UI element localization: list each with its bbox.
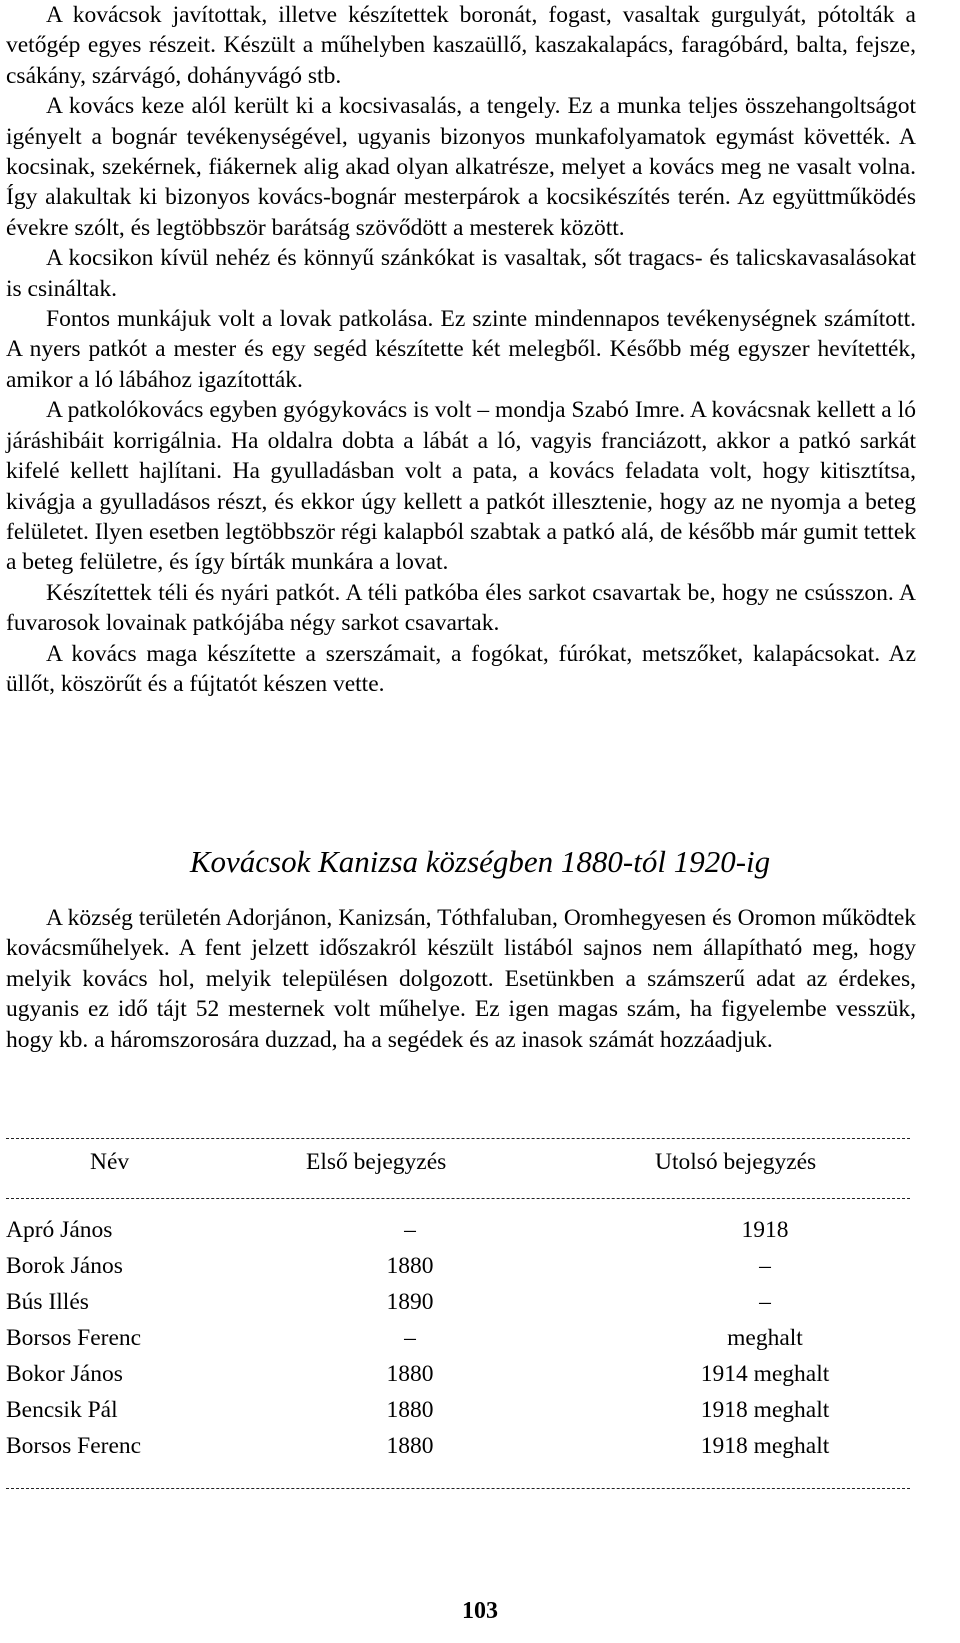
table-top-rule — [6, 1138, 910, 1139]
cell-last-entry: 1918 meghalt — [700, 1433, 830, 1459]
cell-first-entry: – — [404, 1217, 416, 1243]
table-row — [0, 1356, 960, 1392]
paragraph: Fontos munkájuk volt a lovak patkolása. Ez szinte mindennapos tevékenységnek számított. A nyers patkót a mester és egy segéd készítette két melegből. Később még egyszer hevítették, amikor a ló lábához igazították. — [6, 306, 916, 393]
cell-first-entry: 1890 — [386, 1289, 434, 1315]
table-row — [0, 1212, 960, 1248]
paragraph: Készítettek téli és nyári patkót. A téli patkóba éles sarkot csavartak be, hogy ne csússzon. A fuvarosok lovainak patkójába négy sarkot csavartak. — [6, 579, 916, 637]
table-header-rule — [6, 1198, 910, 1199]
table-row — [0, 1428, 960, 1464]
paragraph: A kovács keze alól került ki a kocsivasalás, a tengely. Ez a munka teljes összehangoltságot igényelt a bognár tevékenységével, ugyanis bizonyos munkafolyamatok egymást követték. A kocsinak, szekérnek, fiákernek alig akad olyan alkatrésze, melyet a kovács meg ne vasalt volna. Így alakultak ki bizonyos kovács-bognár mesterpárok a kocsikészítés terén. Az együttműködés évekre szólt, és legtöbbször barátság szövődött a mesterek között. — [6, 93, 916, 241]
cell-last-entry: – — [759, 1289, 771, 1315]
paragraph: A kocsikon kívül nehéz és könnyű szánkókat is vasaltak, sőt tragacs- és talicskavasalásokat is csináltak. — [6, 245, 916, 302]
table-row — [0, 1320, 960, 1356]
cell-name: Bús Illés — [6, 1289, 89, 1315]
cell-last-entry: – — [759, 1253, 771, 1279]
cell-first-entry: 1880 — [386, 1433, 434, 1459]
cell-first-entry: – — [404, 1325, 416, 1351]
cell-name: Apró János — [6, 1217, 113, 1243]
header-last-entry: Utolsó bejegyzés — [655, 1149, 817, 1175]
paragraph: A patkolókovács egyben gyógykovács is volt – mondja Szabó Imre. A kovácsnak kellett a ló járáshibáit korrigálnia. Ha oldalra dobta a lábát a ló, vagyis franciázott, akkor a patkó sarkát kifelé kellett hajlítani. Ha gyulladásban volt a pata, a kovács feladata volt, hogy kitisztítsa, kivágja a gyulladásos részt, és ekkor úgy kellett a patkót illesztenie, hogy az ne nyomja a beteg felületet. Ilyen esetben legtöbbször régi kalapból szabtak a patkó alá, de később már gumit tettek a beteg felületre, és így bírták munkára a lovat. — [6, 397, 916, 576]
section-body-text — [6, 903, 916, 1055]
paragraph: A kovács maga készítette a szerszámait, a fogókat, fúrókat, metszőket, kalapácsokat. Az üllőt, köszörűt és a fújtatót készen vette. — [6, 640, 916, 697]
header-first-entry: Első bejegyzés — [306, 1149, 447, 1175]
paragraph: A kovácsok javítottak, illetve készítettek boronát, fogast, vasaltak gurgulyát, pótolták a vetőgép egyes részeit. Készült a műhelyben kaszaüllő, kaszakalapács, faragóbárd, balta, fejsze, csákány, szárvágó, dohányvágó stb. — [6, 2, 916, 89]
cell-last-entry: 1918 — [741, 1217, 789, 1243]
section-heading: Kovácsok Kanizsa községben 1880-tól 1920-ig — [189, 844, 771, 879]
page-number: 103 — [462, 1598, 498, 1624]
table-row — [0, 1284, 960, 1320]
cell-last-entry: meghalt — [727, 1325, 803, 1351]
cell-name: Borsos Ferenc — [6, 1433, 142, 1459]
cell-last-entry: 1918 meghalt — [700, 1397, 830, 1423]
table-header — [0, 1149, 960, 1183]
header-name: Név — [90, 1149, 130, 1175]
cell-name: Borsos Ferenc — [6, 1325, 142, 1351]
table-body — [0, 1212, 960, 1464]
body-text — [6, 0, 916, 699]
table-row — [0, 1392, 960, 1428]
table-row — [0, 1248, 960, 1284]
cell-first-entry: 1880 — [386, 1361, 434, 1387]
paragraph: A község területén Adorjánon, Kanizsán, Tóthfaluban, Oromhegyesen és Oromon működtek kovácsműhelyek. A fent jelzett időszakról készült listából sajnos nem állapítható meg, hogy melyik kovács hol, melyik településen dolgozott. Esetünkben a számszerű adat az érdekes, ugyanis ez idő tájt 52 mesternek volt műhelye. Ez igen magas szám, ha figyelembe vesszük, hogy kb. a háromszorosára duzzad, ha a segédek és az inasok számát hozzáadjuk. — [6, 905, 916, 1053]
cell-first-entry: 1880 — [386, 1397, 434, 1423]
cell-name: Bokor János — [6, 1361, 123, 1387]
table-bottom-rule — [6, 1488, 910, 1489]
cell-last-entry: 1914 meghalt — [700, 1361, 830, 1387]
cell-name: Borok János — [6, 1253, 123, 1279]
cell-name: Bencsik Pál — [6, 1397, 118, 1423]
cell-first-entry: 1880 — [386, 1253, 434, 1279]
